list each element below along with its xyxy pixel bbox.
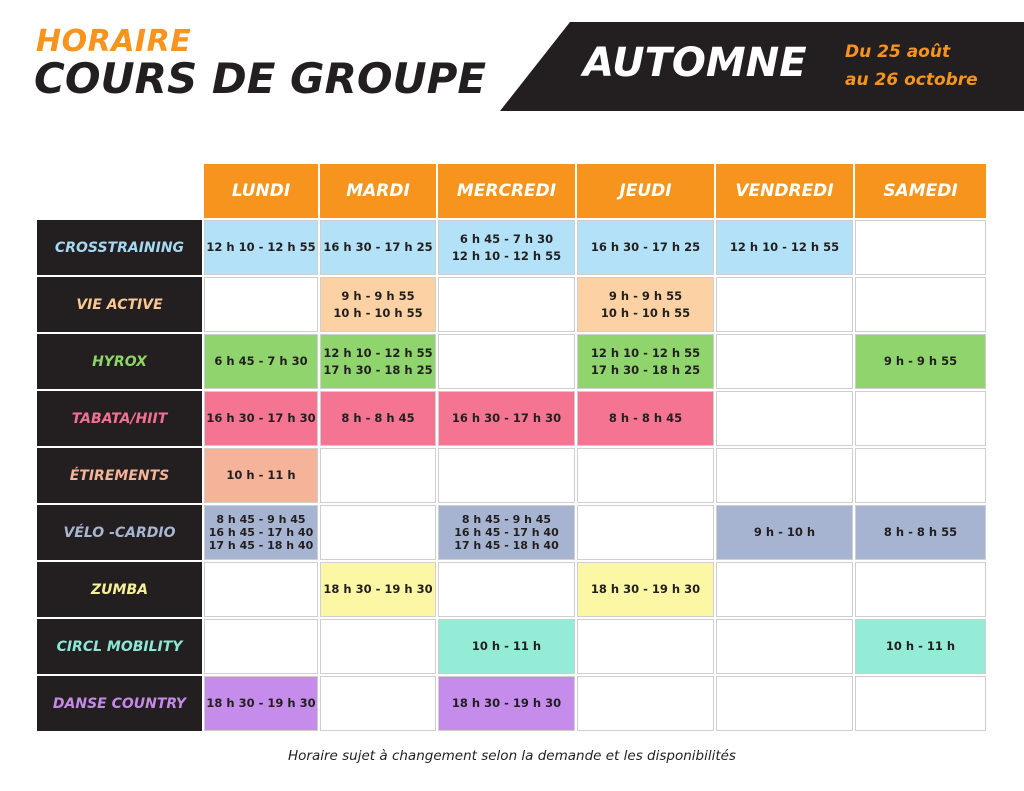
schedule-cell <box>438 562 575 617</box>
class-name: ZUMBA <box>37 562 202 617</box>
class-name: VIE ACTIVE <box>37 277 202 332</box>
schedule-cell <box>716 505 853 560</box>
season-dates <box>845 38 978 94</box>
schedule-cell <box>204 619 318 674</box>
schedule-cell <box>204 334 318 389</box>
time-slot: 10 h - 10 h 55 <box>600 305 691 320</box>
schedule-row <box>37 220 986 275</box>
time-slot: 18 h 30 - 19 h 30 <box>206 696 316 710</box>
schedule-cell <box>716 676 853 731</box>
schedule-cell <box>855 277 986 332</box>
time-slot: 8 h - 8 h 55 <box>883 525 958 539</box>
day-header: VENDREDI <box>716 164 853 218</box>
schedule-row <box>37 619 986 674</box>
schedule-cell <box>577 676 714 731</box>
schedule-corner <box>37 164 202 218</box>
page-title: COURS DE GROUPE <box>34 54 487 103</box>
schedule-cell <box>855 676 986 731</box>
schedule-cell <box>577 277 714 332</box>
time-slot: 9 h - 9 h 55 <box>883 354 958 368</box>
schedule-cell <box>577 391 714 446</box>
time-slot: 10 h - 11 h <box>471 639 542 653</box>
schedule-header-row <box>37 164 986 218</box>
season-label: AUTOMNE <box>583 40 807 86</box>
time-slot: 17 h 30 - 18 h 25 <box>323 362 433 377</box>
schedule-cell <box>438 334 575 389</box>
time-slot: 9 h - 10 h <box>753 525 816 539</box>
schedule-cell <box>716 334 853 389</box>
schedule-cell <box>320 391 436 446</box>
time-slot: 16 h 45 - 17 h 40 <box>208 526 314 539</box>
schedule-cell <box>204 562 318 617</box>
time-slot: 16 h 30 - 17 h 25 <box>590 240 701 254</box>
time-slot: 16 h 45 - 17 h 40 <box>454 526 559 539</box>
season-dates-start: Du 25 août <box>845 42 951 62</box>
schedule-row <box>37 391 986 446</box>
day-header: JEUDI <box>577 164 714 218</box>
schedule-cell <box>320 562 436 617</box>
time-slot: 8 h - 8 h 45 <box>341 411 415 425</box>
season-dates-end: au 26 octobre <box>845 70 978 90</box>
time-slot: 10 h - 11 h <box>885 639 956 653</box>
schedule-cell <box>438 391 575 446</box>
schedule-cell <box>204 448 318 503</box>
time-slot: 18 h 30 - 19 h 30 <box>323 582 433 596</box>
schedule-cell <box>855 562 986 617</box>
schedule-cell <box>716 562 853 617</box>
schedule-cell <box>438 448 575 503</box>
schedule-cell <box>320 676 436 731</box>
schedule-cell <box>438 505 575 560</box>
header-title-small: HORAIRE <box>36 24 192 59</box>
schedule-cell <box>855 334 986 389</box>
time-slot: 9 h - 9 h 55 <box>608 288 683 303</box>
schedule-row <box>37 334 986 389</box>
schedule-cell <box>855 391 986 446</box>
class-name: ÉTIREMENTS <box>37 448 202 503</box>
schedule-cell <box>204 391 318 446</box>
day-header: MERCREDI <box>438 164 575 218</box>
class-name: VÉLO -CARDIO <box>37 505 202 560</box>
schedule-cell <box>855 448 986 503</box>
schedule-row <box>37 505 986 560</box>
class-name: DANSE COUNTRY <box>37 676 202 731</box>
schedule-cell <box>577 448 714 503</box>
schedule-cell <box>320 505 436 560</box>
time-slot: 12 h 10 - 12 h 55 <box>323 345 433 360</box>
schedule-cell <box>855 220 986 275</box>
schedule-body <box>37 220 986 731</box>
schedule-cell <box>716 619 853 674</box>
schedule-row <box>37 562 986 617</box>
schedule-cell <box>855 505 986 560</box>
time-slot: 17 h 30 - 18 h 25 <box>590 362 701 377</box>
time-slot: 17 h 45 - 18 h 40 <box>208 539 314 552</box>
time-slot: 18 h 30 - 19 h 30 <box>590 582 701 596</box>
time-slot: 12 h 10 - 12 h 55 <box>451 248 562 263</box>
schedule-cell <box>577 334 714 389</box>
time-slot: 6 h 45 - 7 h 30 <box>214 354 308 368</box>
schedule-cell <box>577 562 714 617</box>
schedule-cell <box>716 448 853 503</box>
schedule-cell <box>320 619 436 674</box>
time-slot: 10 h - 11 h <box>226 468 296 482</box>
schedule-cell <box>577 220 714 275</box>
schedule-cell <box>577 619 714 674</box>
footer-note: Horaire sujet à changement selon la demande et les disponibilités <box>288 748 736 764</box>
time-slot: 16 h 30 - 17 h 30 <box>206 411 316 425</box>
schedule-cell <box>716 277 853 332</box>
schedule-row <box>37 676 986 731</box>
schedule-cell <box>320 277 436 332</box>
time-slot: 18 h 30 - 19 h 30 <box>451 696 562 710</box>
schedule-cell <box>438 676 575 731</box>
time-slot: 8 h - 8 h 45 <box>608 411 683 425</box>
time-slot: 16 h 30 - 17 h 30 <box>451 411 562 425</box>
schedule-cell <box>204 277 318 332</box>
schedule-cell <box>716 391 853 446</box>
time-slot: 9 h - 9 h 55 <box>341 288 415 303</box>
schedule-cell <box>438 277 575 332</box>
schedule-cell <box>438 220 575 275</box>
time-slot: 16 h 30 - 17 h 25 <box>323 240 433 254</box>
day-header: MARDI <box>320 164 436 218</box>
day-header: SAMEDI <box>855 164 986 218</box>
time-slot: 12 h 10 - 12 h 55 <box>206 240 316 254</box>
time-slot: 10 h - 10 h 55 <box>333 305 423 320</box>
schedule-cell <box>320 448 436 503</box>
time-slot: 8 h 45 - 9 h 45 <box>461 513 552 526</box>
schedule-cell <box>855 619 986 674</box>
schedule-cell <box>577 505 714 560</box>
schedule-cell <box>204 676 318 731</box>
schedule-cell <box>204 505 318 560</box>
time-slot: 12 h 10 - 12 h 55 <box>729 240 840 254</box>
schedule-cell <box>320 334 436 389</box>
schedule-table <box>35 162 988 733</box>
schedule-row <box>37 277 986 332</box>
class-name: CROSSTRAINING <box>37 220 202 275</box>
class-name: TABATA/HIIT <box>37 391 202 446</box>
time-slot: 8 h 45 - 9 h 45 <box>216 513 306 526</box>
day-header: LUNDI <box>204 164 318 218</box>
schedule-row <box>37 448 986 503</box>
class-name: HYROX <box>37 334 202 389</box>
class-name: CIRCL MOBILITY <box>37 619 202 674</box>
schedule-cell <box>320 220 436 275</box>
time-slot: 6 h 45 - 7 h 30 <box>459 231 554 246</box>
schedule-cell <box>438 619 575 674</box>
time-slot: 12 h 10 - 12 h 55 <box>590 345 701 360</box>
time-slot: 17 h 45 - 18 h 40 <box>454 539 559 552</box>
schedule-cell <box>716 220 853 275</box>
schedule-cell <box>204 220 318 275</box>
